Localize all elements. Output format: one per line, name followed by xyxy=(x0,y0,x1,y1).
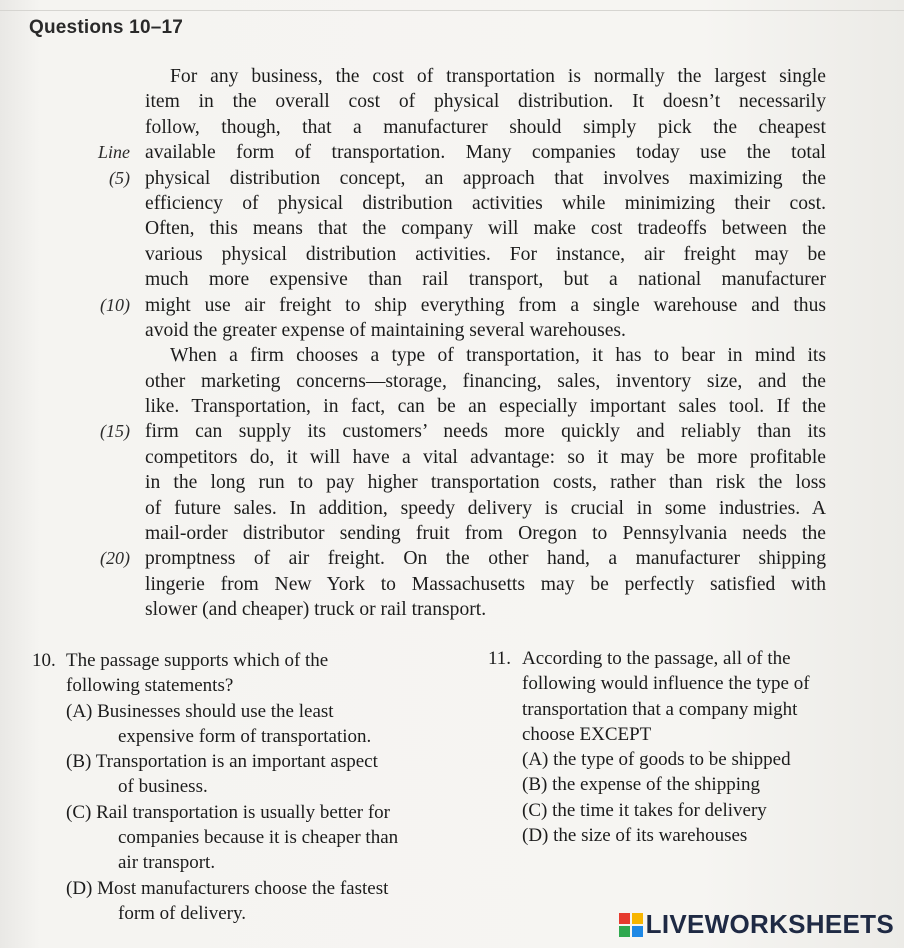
passage-text: item in the overall cost of physical distribution. It doesn’t necessarily xyxy=(145,91,826,113)
passage-text: physical distribution concept, an approach that involves maximizing the xyxy=(145,167,826,189)
question-stem xyxy=(32,673,462,698)
question-stem-text: following statements? xyxy=(66,675,234,697)
question-number: 11. xyxy=(488,648,512,669)
question-stem xyxy=(32,648,462,673)
passage-text: mail-order distributor sending fruit from Oregon to Pennsylvania needs the xyxy=(145,523,826,545)
question-stem xyxy=(488,646,868,671)
passage-text: firm can supply its customers’ needs more quickly and reliably than its xyxy=(145,421,826,443)
answer-option xyxy=(488,823,868,848)
answer-option-text: (D) the size of its warehouses xyxy=(522,825,748,847)
logo-text: LIVEWORKSHEETS xyxy=(645,909,894,939)
question-stem-text: According to the passage, all of the xyxy=(522,648,791,669)
line-number: Line xyxy=(97,142,130,163)
answer-option-text: expensive form of transportation. xyxy=(118,725,372,747)
passage-line xyxy=(0,216,904,241)
passage-line xyxy=(0,394,904,419)
question-stem xyxy=(488,722,868,747)
passage-text: other marketing concerns—storage, financing, sales, inventory size, and the xyxy=(145,370,826,392)
passage-line xyxy=(0,369,904,394)
answer-option xyxy=(32,825,462,850)
answer-option xyxy=(32,724,462,749)
passage-text: follow, though, that a manufacturer should simply pick the cheapest xyxy=(145,116,826,138)
top-divider xyxy=(0,10,904,11)
answer-option-text: (A) Businesses should use the least xyxy=(66,700,334,722)
passage-text: Often, this means that the company will make cost tradeoffs between the xyxy=(145,218,826,240)
question-stem-text: following would influence the type of xyxy=(522,673,810,695)
answer-option xyxy=(32,774,462,799)
reading-passage xyxy=(0,64,904,623)
answer-option-text: (A) the type of goods to be shipped xyxy=(522,749,791,771)
passage-text: When a firm chooses a type of transportation, it has to bear in mind its xyxy=(170,345,826,367)
passage-text: For any business, the cost of transportation is normally the largest single xyxy=(170,66,826,87)
answer-option xyxy=(32,800,462,825)
passage-line xyxy=(0,115,904,140)
answer-option-text: (B) the expense of the shipping xyxy=(522,774,760,796)
passage-text: promptness of air freight. On the other hand, a manufacturer shipping xyxy=(145,548,826,570)
passage-line xyxy=(0,191,904,216)
liveworksheets-logo-icon xyxy=(619,913,643,937)
answer-option-text: (D) Most manufacturers choose the fastest xyxy=(66,877,389,899)
answer-option xyxy=(32,850,462,875)
question-stem-text: choose EXCEPT xyxy=(522,723,652,745)
line-number: (15) xyxy=(100,421,130,442)
liveworksheets-logo[interactable] xyxy=(619,909,894,940)
passage-text: might use air freight to ship everything from a single warehouse and thus xyxy=(145,294,826,316)
passage-line xyxy=(0,166,904,191)
question-stem-text: transportation that a company might xyxy=(522,698,798,720)
passage-line xyxy=(0,521,904,546)
answer-option xyxy=(488,747,868,772)
question-10 xyxy=(32,648,462,926)
passage-text: available form of transportation. Many companies today use the total xyxy=(145,142,826,164)
passage-text: like. Transportation, in fact, can be an especially important sales tool. If the xyxy=(145,396,826,418)
answer-option-text: air transport. xyxy=(118,852,216,874)
answer-option-text: of business. xyxy=(118,776,208,798)
answer-option xyxy=(32,901,462,926)
line-number: (20) xyxy=(100,548,130,569)
answer-option xyxy=(32,699,462,724)
passage-text: in the long run to pay higher transportation costs, rather than risk the loss xyxy=(145,472,826,494)
passage-text: avoid the greater expense of maintaining several warehouses. xyxy=(145,319,626,341)
passage-line xyxy=(0,318,904,343)
passage-line xyxy=(0,242,904,267)
passage-line xyxy=(0,496,904,521)
passage-line xyxy=(0,140,904,165)
answer-option-text: form of delivery. xyxy=(118,902,247,924)
passage-text: lingerie from New York to Massachusetts may be perfectly satisfied with xyxy=(145,573,826,595)
question-number: 10. xyxy=(32,650,56,671)
passage-line xyxy=(0,293,904,318)
question-stem xyxy=(488,671,868,696)
line-number: (5) xyxy=(109,167,130,188)
passage-text: of future sales. In addition, speedy delivery is crucial in some industries. A xyxy=(145,497,826,519)
passage-line xyxy=(0,597,904,622)
passage-text: various physical distribution activities. For instance, air freight may be xyxy=(145,243,826,265)
passage-line xyxy=(0,470,904,495)
question-11 xyxy=(488,646,868,848)
passage-text: efficiency of physical distribution activities while minimizing their cost. xyxy=(145,192,826,214)
page-title: Questions 10–17 xyxy=(29,17,184,38)
passage-line xyxy=(0,343,904,368)
answer-option-text: (C) Rail transportation is usually better for xyxy=(66,801,390,823)
answer-option xyxy=(32,876,462,901)
answer-option-text: companies because it is cheaper than xyxy=(118,827,399,849)
answer-option-text: (C) the time it takes for delivery xyxy=(522,799,767,821)
answer-option xyxy=(32,749,462,774)
passage-line xyxy=(0,64,904,89)
passage-line xyxy=(0,546,904,571)
answer-option xyxy=(488,798,868,823)
answer-option-text: (B) Transportation is an important aspect xyxy=(66,751,378,773)
passage-text: competitors do, it will have a vital advantage: so it may be more profitable xyxy=(145,446,826,468)
passage-line xyxy=(0,572,904,597)
answer-option xyxy=(488,772,868,797)
passage-line xyxy=(0,445,904,470)
passage-line xyxy=(0,419,904,444)
passage-line xyxy=(0,89,904,114)
passage-text: much more expensive than rail transport, but a national manufacturer xyxy=(145,269,826,291)
line-number: (10) xyxy=(100,294,130,315)
question-stem xyxy=(488,697,868,722)
passage-line xyxy=(0,267,904,292)
question-stem-text: The passage supports which of the xyxy=(66,650,329,671)
passage-text: slower (and cheaper) truck or rail transport. xyxy=(145,599,487,621)
